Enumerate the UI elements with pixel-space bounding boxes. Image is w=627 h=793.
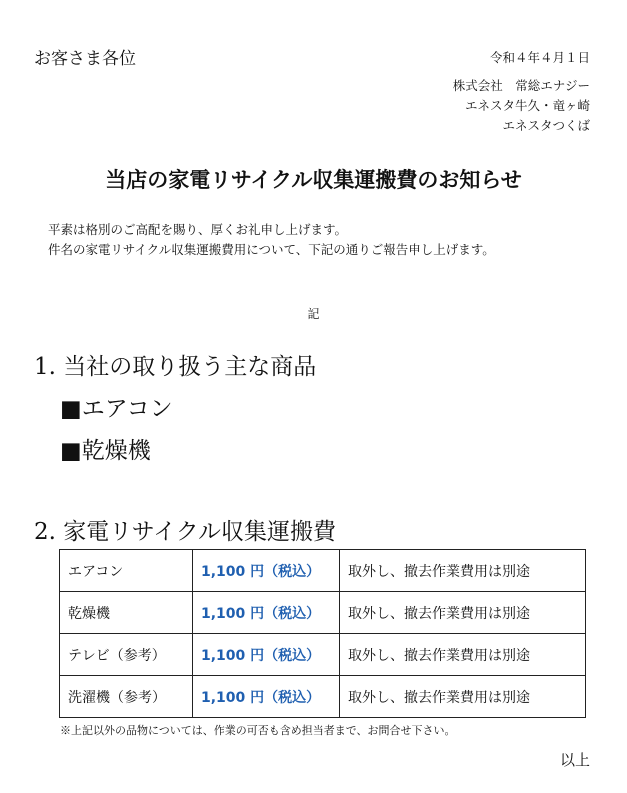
closing-mark: 以上 (559, 751, 590, 769)
sender-branch-1: エネスタ牛久・竜ヶ崎 (464, 98, 590, 113)
intro-paragraph (48, 220, 495, 260)
fee-note-cell: 取外し、撤去作業費用は別途 (340, 634, 586, 676)
intro-line-1: 平素は格別のご高配を賜り、厚くお礼申し上げます。 (48, 222, 348, 237)
sender-branch-2: エネスタつくば (502, 118, 590, 133)
table-row (60, 676, 586, 718)
sender-company: 株式会社 常総エナジー (452, 78, 590, 93)
intro-line-2: 件名の家電リサイクル収集運搬費用について、下記の通りご報告申し上げます。 (48, 242, 495, 257)
fee-item-cell: エアコン (60, 550, 193, 592)
fee-item-cell: テレビ（参考） (60, 634, 193, 676)
section-1-heading: 1. 当社の取り扱う主な商品 (34, 354, 317, 380)
table-row (60, 550, 586, 592)
table-footnote: ※上記以外の品物については、作業の可否も含め担当者まで、お問合せ下さい。 (60, 724, 456, 737)
sender-block (453, 76, 590, 136)
section-2-heading: 2. 家電リサイクル収集運搬費 (34, 519, 337, 545)
fee-note-cell: 取外し、撤去作業費用は別途 (340, 550, 586, 592)
fee-amount-cell: 1,100 円（税込） (193, 676, 340, 718)
table-row (60, 634, 586, 676)
document-title: 当店の家電リサイクル収集運搬費のお知らせ (105, 167, 522, 192)
fee-item-cell: 洗濯機（参考） (60, 676, 193, 718)
product-item-aircon: ■エアコン (60, 396, 173, 422)
ki-marker: 記 (307, 307, 320, 321)
product-item-dryer: ■乾燥機 (60, 438, 151, 464)
table-row (60, 592, 586, 634)
fee-item-cell: 乾燥機 (60, 592, 193, 634)
fee-amount-cell: 1,100 円（税込） (193, 634, 340, 676)
fee-amount-cell: 1,100 円（税込） (193, 592, 340, 634)
greeting: お客さま各位 (34, 49, 136, 69)
fee-amount-cell: 1,100 円（税込） (193, 550, 340, 592)
fee-note-cell: 取外し、撤去作業費用は別途 (340, 676, 586, 718)
document-date: 令和４年４月１日 (489, 50, 590, 65)
fee-note-cell: 取外し、撤去作業費用は別途 (340, 592, 586, 634)
fee-table (59, 549, 586, 718)
